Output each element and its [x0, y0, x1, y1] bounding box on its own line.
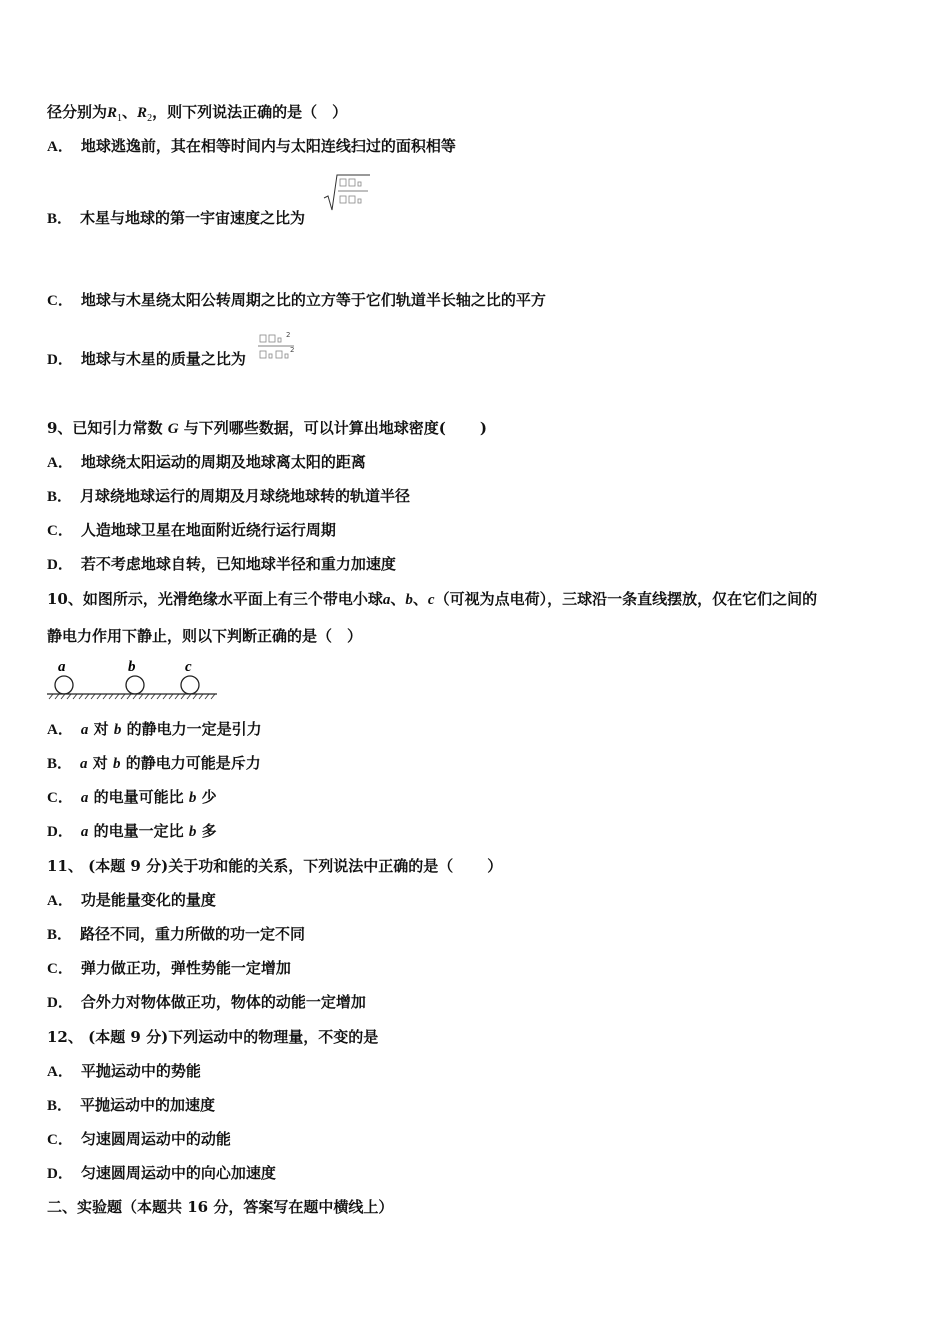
q9-suffix: 与下列哪些数据，可以计算出地球密度( [183, 419, 446, 437]
option-letter: C． [47, 961, 73, 977]
q12-stem [47, 1027, 378, 1047]
option-letter: B． [47, 1098, 73, 1114]
option-letter: A． [47, 893, 73, 909]
q11-option-a [47, 890, 216, 911]
option-letter: B． [47, 489, 73, 505]
option-text-mid: 对 [92, 754, 108, 772]
option-text: 月球绕地球运行的周期及月球绕地球转的轨道半径 [80, 487, 411, 505]
q8-option-d [47, 349, 246, 370]
option-text: 合外力对物体做正功，物体的动能一定增加 [80, 993, 366, 1011]
intro-prefix: 径分别为 [47, 103, 108, 121]
var-r2-sub: 2 [147, 113, 153, 124]
q12-option-c [47, 1129, 231, 1150]
option-letter: C． [47, 293, 73, 309]
option-text: 路径不同，重力所做的功一定不同 [80, 925, 306, 943]
option-letter: B． [47, 756, 73, 772]
q10-sep: 、 [390, 590, 406, 608]
option-letter: D． [47, 352, 73, 368]
var-b: b [405, 592, 413, 608]
option-text-mid: 的电量一定比 [93, 822, 184, 840]
option-text: 若不考虑地球自转，已知地球半径和重力加速度 [80, 555, 396, 573]
option-letter: D． [47, 1166, 73, 1182]
option-text: 地球逃逸前，其在相等时间内与太阳连线扫过的面积相等 [80, 137, 456, 155]
option-text: 的静电力一定是引力 [126, 720, 262, 738]
q12-prefix: 12、 [47, 1028, 83, 1046]
var-c: c [427, 592, 435, 608]
svg-text:2: 2 [286, 331, 291, 339]
svg-text:2: 2 [290, 346, 295, 354]
q10-stem-line1 [47, 589, 817, 610]
var-b: b [113, 722, 122, 738]
option-letter: A． [47, 455, 73, 471]
ball-a [55, 676, 73, 694]
section-2-title [47, 1197, 393, 1217]
q11-tag: (本题 9 分) [88, 857, 169, 875]
option-text: 的静电力可能是斥力 [125, 754, 261, 772]
q10-line2: 静电力作用下静止，则以下判断正确的是（ ） [47, 627, 363, 645]
ball-c [181, 676, 199, 694]
var-g: G [167, 421, 179, 437]
three-balls-diagram [45, 655, 225, 707]
option-text-mid: 的电量可能比 [93, 788, 184, 806]
var-b: b [188, 824, 197, 840]
q8-option-c [47, 290, 546, 311]
ball-b [126, 676, 144, 694]
ground-hatching [49, 694, 215, 699]
q9-option-b [47, 486, 410, 507]
intro-suffix: ，则下列说法正确的是（ ） [152, 103, 348, 121]
var-b: b [113, 756, 121, 772]
q11-option-b [47, 924, 305, 945]
section-2-title-text: 二、实验题（本题共 16 分，答案写在题中横线上） [47, 1198, 394, 1216]
q10-option-d [47, 821, 217, 842]
var-a: a [382, 592, 391, 608]
option-letter: D． [47, 557, 73, 573]
q9-prefix: 9、已知引力常数 [47, 419, 163, 437]
var-a: a [80, 756, 88, 772]
q10-option-c [47, 787, 217, 808]
diagram-label-b: b [128, 659, 136, 675]
option-letter: C． [47, 523, 73, 539]
var-r1-sub: 1 [117, 113, 123, 124]
diagram-label-c: c [185, 659, 192, 675]
option-text: 平抛运动中的势能 [80, 1062, 201, 1080]
option-letter: B． [47, 927, 73, 943]
var-a: a [80, 790, 89, 806]
q9-close: ) [479, 419, 487, 437]
q11-option-d [47, 992, 366, 1013]
var-a: a [80, 722, 89, 738]
q9-option-a [47, 452, 366, 473]
option-text: 匀速圆周运动中的向心加速度 [80, 1164, 276, 1182]
option-letter: A． [47, 139, 73, 155]
var-a: a [80, 824, 89, 840]
q9-stem [47, 418, 487, 439]
q11-prefix: 11、 [47, 857, 83, 875]
option-text: 地球绕太阳运动的周期及地球离太阳的距离 [80, 453, 366, 471]
diagram-label-a: a [58, 659, 66, 675]
q9-option-c [47, 520, 336, 541]
q12-option-b [47, 1095, 215, 1116]
option-text: 人造地球卫星在地面附近绕行运行周期 [80, 521, 336, 539]
q11-stem-text: 关于功和能的关系，下列说法中正确的是（ [168, 857, 454, 875]
var-b: b [188, 790, 197, 806]
q10-line1-suffix: （可视为点电荷），三球沿一条直线摆放，仅在它们之间的 [434, 590, 818, 608]
q11-close: ） [487, 857, 503, 875]
option-text: 功是能量变化的量度 [80, 891, 216, 909]
option-letter: C． [47, 790, 73, 806]
option-text: 少 [201, 788, 217, 806]
sqrt-ratio-formula-image [322, 172, 372, 214]
q10-line1-prefix: 10、如图所示，光滑绝缘水平面上有三个带电小球 [47, 590, 383, 608]
q8-option-b [47, 208, 305, 229]
option-text: 弹力做正功，弹性势能一定增加 [80, 959, 291, 977]
q12-tag: (本题 9 分) [88, 1028, 169, 1046]
option-text: 多 [201, 822, 217, 840]
option-letter: A． [47, 1064, 73, 1080]
option-text: 地球与木星绕太阳公转周期之比的立方等于它们轨道半长轴之比的平方 [80, 291, 546, 309]
option-text: 木星与地球的第一宇宙速度之比为 [80, 209, 306, 227]
q9-option-d [47, 554, 396, 575]
option-letter: D． [47, 995, 73, 1011]
q12-option-d [47, 1163, 276, 1184]
option-text: 地球与木星的质量之比为 [80, 350, 246, 368]
var-r2: R [137, 105, 148, 121]
q10-sep: 、 [412, 590, 428, 608]
var-r1: R [107, 105, 118, 121]
option-text-mid: 对 [93, 720, 109, 738]
option-letter: C． [47, 1132, 73, 1148]
q8-option-a [47, 136, 456, 157]
option-letter: A． [47, 722, 73, 738]
option-letter: B． [47, 211, 73, 227]
q10-stem-line2 [47, 626, 362, 646]
q10-option-a [47, 719, 262, 740]
q12-option-a [47, 1061, 201, 1082]
q12-stem-text: 下列运动中的物理量，不变的是 [168, 1028, 379, 1046]
intro-sep: 、 [122, 103, 138, 121]
intro-line [47, 102, 347, 123]
option-text: 匀速圆周运动中的动能 [80, 1130, 231, 1148]
q11-option-c [47, 958, 291, 979]
q10-option-b [47, 753, 261, 774]
mass-ratio-formula-image [256, 330, 298, 366]
q11-stem [47, 856, 502, 876]
option-letter: D． [47, 824, 73, 840]
option-text: 平抛运动中的加速度 [80, 1096, 216, 1114]
